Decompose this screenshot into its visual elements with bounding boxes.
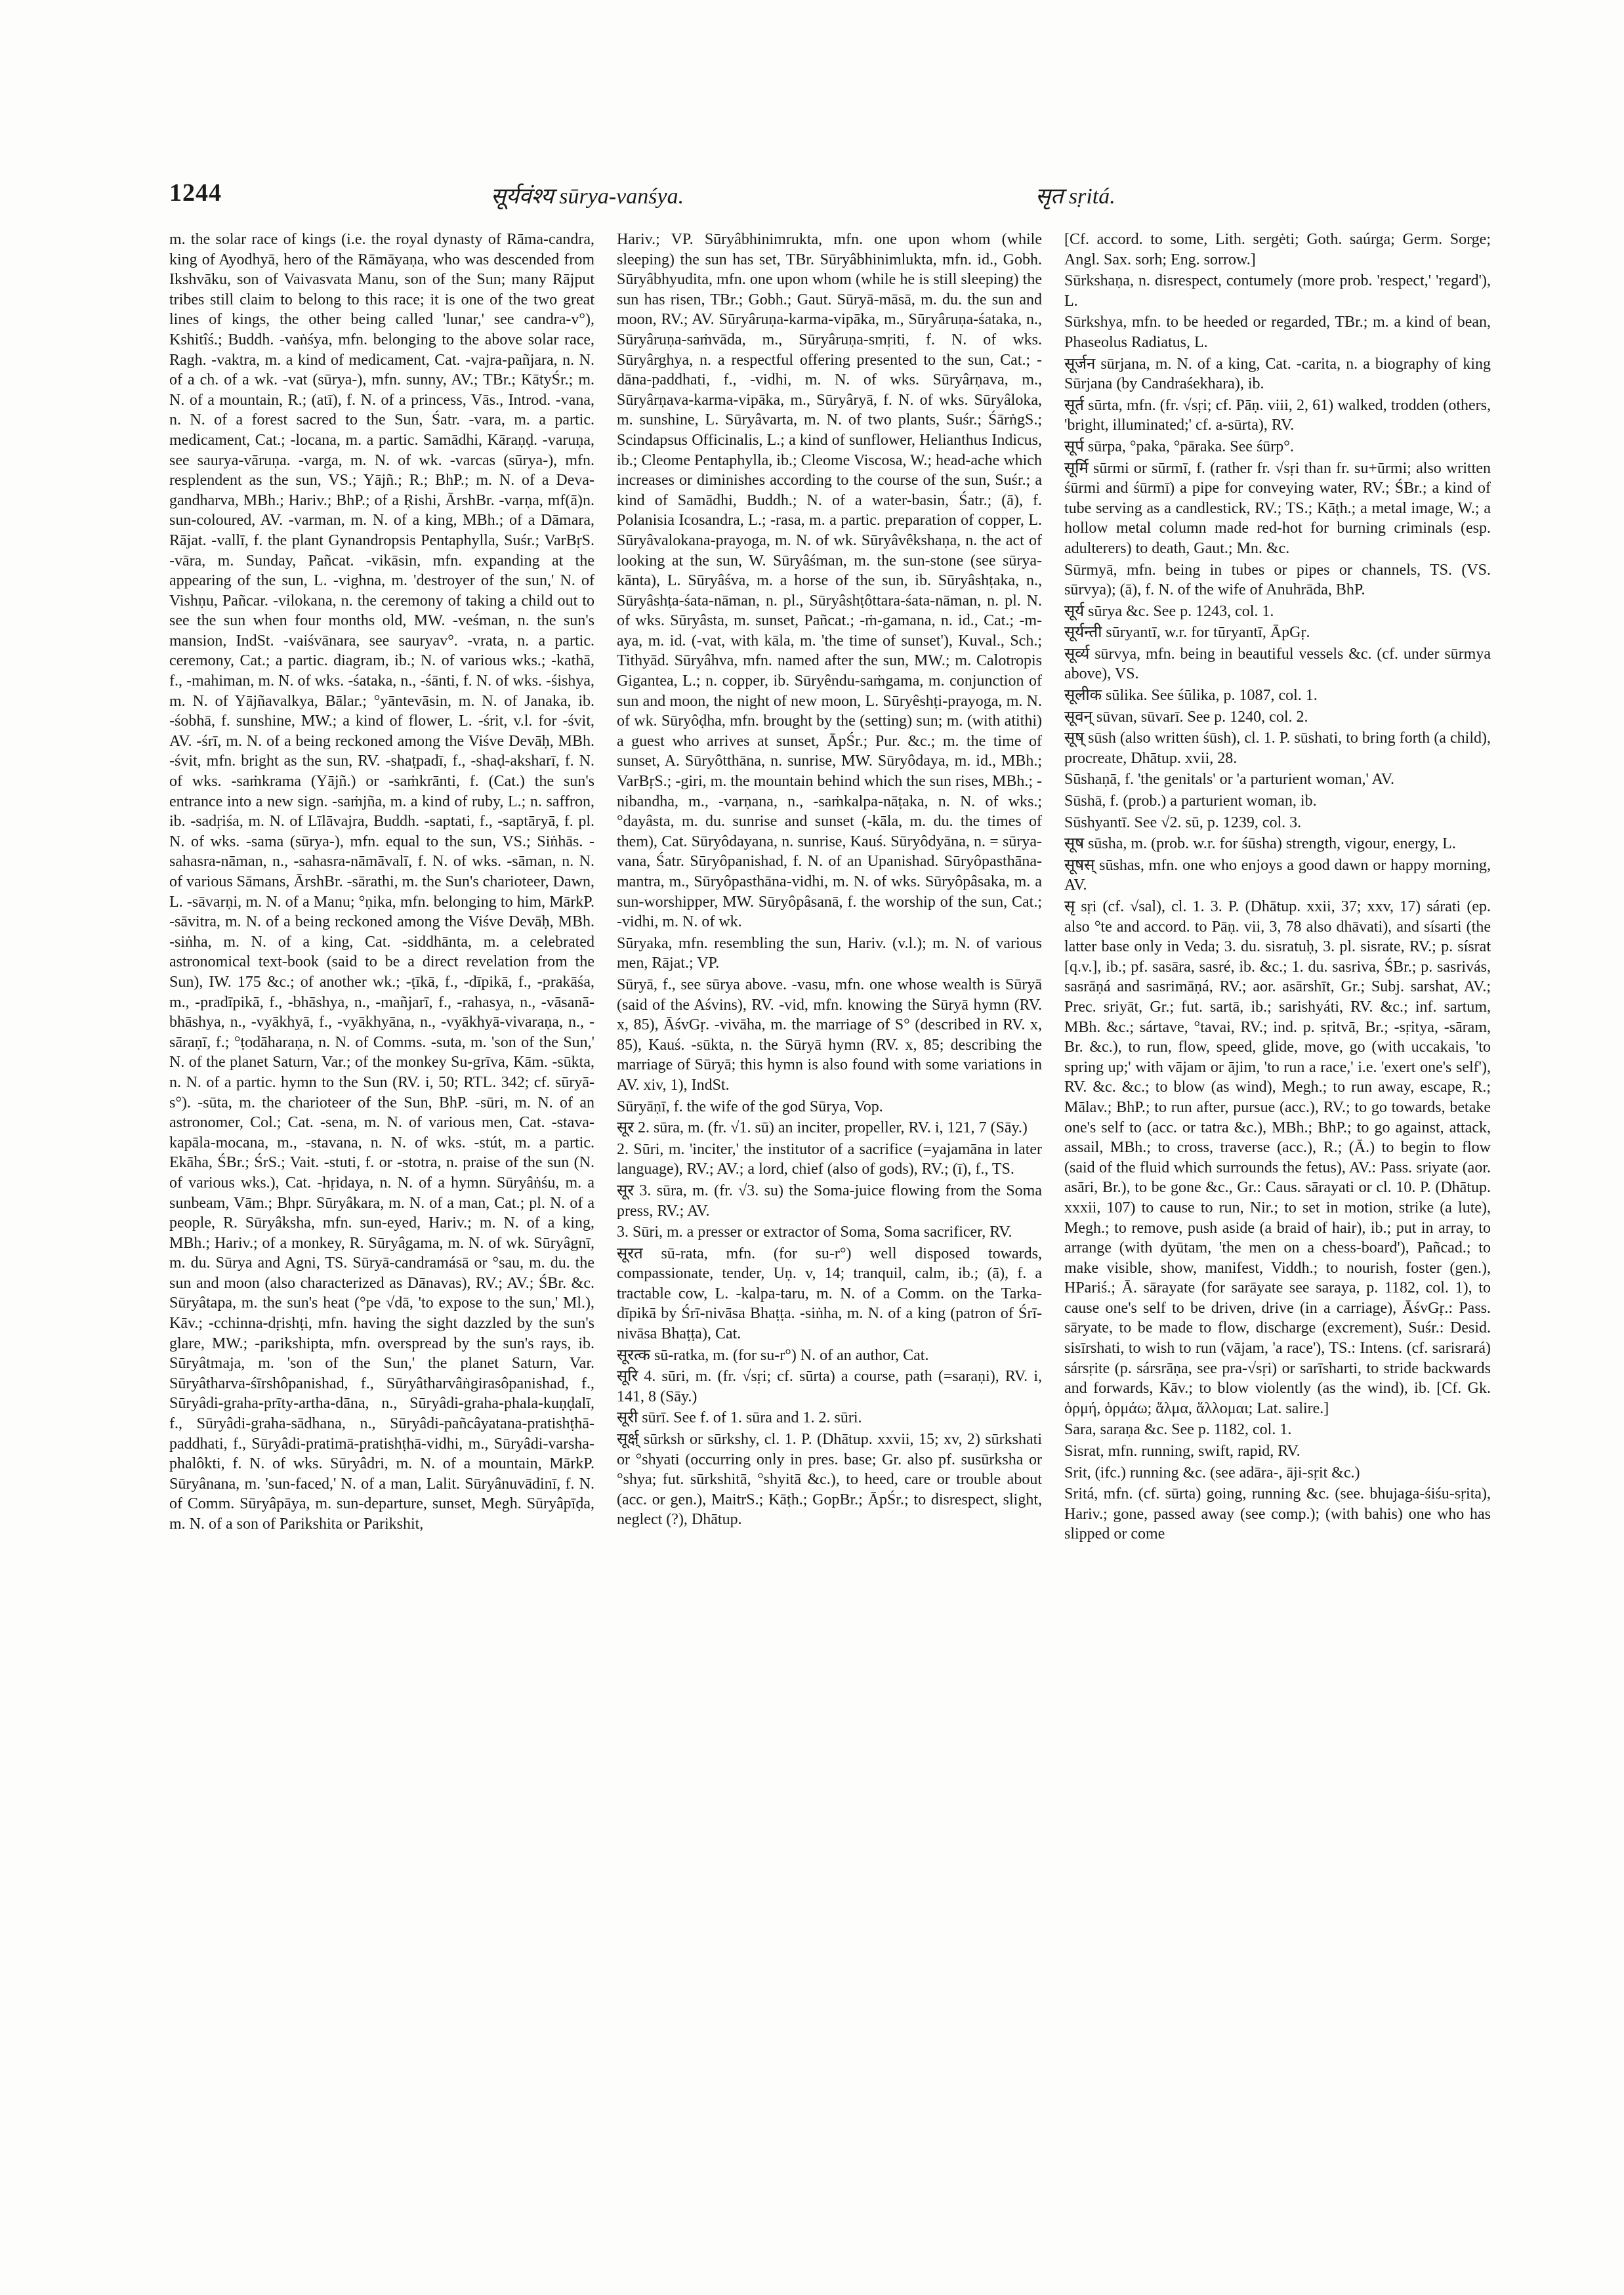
dictionary-entry: Sara, saraṇa &c. See p. 1182, col. 1. bbox=[1064, 1421, 1292, 1439]
dictionary-entry: सूर्त sūrta, mfn. (fr. √sṛi; cf. Pāṇ. viii, 2, 61) walked, trodden (others, 'bright, illuminated;' cf. a-sūrta), RV. bbox=[1064, 396, 1491, 434]
page-number: 1244 bbox=[169, 179, 222, 207]
dictionary-entry: सूर्यन्ती sūryantī, w.r. for tūryantī, ĀpGṛ. bbox=[1064, 624, 1310, 642]
dictionary-entry: सूरि 4. sūri, m. (fr. √sṛi; cf. sūrta) a course, path (=saraṇi), RV. i, 141, 8 (Sāy.) bbox=[617, 1368, 1042, 1405]
dictionary-entry: सूलीक sūlika. See śūlika, p. 1087, col. 1. bbox=[1064, 687, 1318, 705]
dictionary-entry: सूषस् sūshas, mfn. one who enjoys a good dawn or happy morning, AV. bbox=[1064, 856, 1491, 894]
dictionary-entry: सूवन् sūvan, sūvarī. See p. 1240, col. 2. bbox=[1064, 708, 1308, 726]
dictionary-entry: सूर्य sūrya &c. See p. 1243, col. 1. bbox=[1064, 602, 1274, 620]
text-columns bbox=[169, 230, 1495, 2244]
dictionary-entry: Srit, (ifc.) running &c. (see adāra-, āji-sṛit &c.) bbox=[1064, 1464, 1360, 1481]
dictionary-entry: सूरत sū-rata, mfn. (for su-r°) well disposed towards, compassionate, tender, Uṇ. v, 14; tranquil, calm, ib.; (ā), f. a tractable cow, L. -kalpa-taru, m. N. of a Comm. on the Tarka-dīpikā by Śrī-nivāsa Bhaṭṭa. -siṅha, m. N. of a king (patron of Śrī-nivāsa Bhaṭṭa), Cat. bbox=[617, 1245, 1042, 1343]
running-head bbox=[169, 178, 1482, 218]
dictionary-entry: सूर 3. sūra, m. (fr. √3. su) the Soma-juice flowing from the Soma press, RV.; AV. bbox=[617, 1182, 1042, 1220]
dictionary-entry: Sūryā, f., see sūrya above. -vasu, mfn. one whose wealth is Sūryā (said of the Aśvins), RV. -vid, mfn. knowing the Sūryā hymn (RV. x, 85), ĀśvGṛ. -vivāha, m. the marriage of S° (described in RV. x, 85), Kauś. -sūkta, n. the Sūryā hymn (RV. x, 85; describing the marriage of Sūryā; this hymn is also found with some variations in AV. xiv, 1), IndSt. bbox=[617, 976, 1042, 1094]
dictionary-entry: Sūshyantī. See √2. sū, p. 1239, col. 3. bbox=[1064, 814, 1302, 831]
dictionary-entry: Sūryāṇī, f. the wife of the god Sūrya, Vop. bbox=[617, 1098, 883, 1115]
dictionary-entry: 3. Sūri, m. a presser or extractor of Soma, Soma sacrificer, RV. bbox=[617, 1224, 1012, 1241]
dictionary-entry: Sūrmyā, mfn. being in tubes or pipes or channels, TS. (VS. sūrvya); (ā), f. N. of the wife of Anuhrāda, BhP. bbox=[1064, 561, 1491, 599]
dictionary-entry: सूर्प sūrpa, °paka, °pāraka. See śūrp°. bbox=[1064, 438, 1294, 455]
dictionary-entry: सृ sṛi (cf. √sal), cl. 1. 3. P. (Dhātup. xxii, 37; xxv, 17) sárati (ep. also °te and accord. to Pāṇ. vii, 3, 78 also dhāvati), and sísarti (the latter base only in Veda; 3. du. sisratuḥ, 3. pl. sisrate, RV.; p. sísrat [q.v.], ib.; pf. sasāra, sasré, ib. &c.; 1. du. sasriva, ŚBr.; p. sasrivás, sasrāṇá and sasrimāṇá, RV.; aor. asārshīt, Gr.; Subj. sarshat, AV.; Prec. sriyāt, Gr.; fut. sartā, ib.; sarishyáti, RV. &c.; inf. sartum, MBh. &c.; sártave, °tavai, RV.; ind. p. sṛitvā, Br.; -sṛitya, -sāram, Br. &c.), to run, flow, speed, glide, move, go (with uccakais, 'to spring up;' with vājam or ājim, 'to run a race,' i.e. 'exert one's self'), RV. &c. &c.; to blow (as wind), Megh.; to run away, escape, R.; Mālav.; BhP.; to run after, pursue (acc.), RV.; to go towards, betake one's self to (acc. or tatra &c.), MBh.; BhP.; to go against, attack, assail, MBh.; to cross, traverse (acc.), R.; (Ā.) to begin to flow (said of the fluid which surrounds the fetus), AV.: Pass. sriyate (aor. asāri, Br.), to be gone &c., Gr.: Caus. sārayati or cl. 10. P. (Dhātup. xxxii, 107) to cause to run, Nir.; to set in motion, strike (a lute), Megh.; to remove, push aside (a braid of hair), ib.; put in array, to arrange (with dyūtam, 'the men on a chess-board'), Pañcad.; to make visible, show, manifest, Viddh.; to nourish, foster (gen.), HPariś.; Ā. sārayate (for sarāyate see saraya, p. 1182, col. 1), to cause one's self to be driven, drive (in a carriage), ĀśvGṛ.: Pass. sāryate, to be made to flow, discharge (excrement), Suśr.: Desid. sisīrshati, to wish to run (vājam, 'a race'), TS.: Intens. (cf. sarisrará) sársṛite (p. sársrāṇa, see pra-√sṛi) or sarīsharti, to stride backwards and forwards, Kāv.; to blow violently (as the wind), ib. [Cf. Gk. ὁρμή, ὁρμάω; ἅλμα, ἅλλομαι; Lat. salire.] bbox=[1064, 898, 1491, 1417]
dictionary-entry: सूरत्क sū-ratka, m. (for su-r°) N. of an author, Cat. bbox=[617, 1346, 929, 1364]
dictionary-entry: सूर्व्य sūrvya, mfn. being in beautiful vessels &c. (cf. under sūrmya above), VS. bbox=[1064, 645, 1491, 683]
left-headword: सूर्यवंश्य sūrya-vanśya. bbox=[491, 184, 684, 209]
dictionary-entry: सूरी sūrī. See f. of 1. sūra and 1. 2. sūri. bbox=[617, 1409, 862, 1427]
dictionary-entry: सूर्मि sūrmi or sūrmī, f. (rather fr. √sṛi than fr. su+ūrmi; also written śūrmi and śūrmī) a pipe for conveying water, RV.; ŚBr.; a kind of tube serving as a candlestick, RV.; TS.; Kāṭh.; a metal image, W.; a hollow metal column made red-hot for burning criminals (esp. adulterers) to death, Gaut.; Mn. &c. bbox=[1064, 459, 1491, 557]
dictionary-entry: Sūshā, f. (prob.) a parturient woman, ib. bbox=[1064, 793, 1317, 810]
dictionary-entry: Sūrkshaṇa, n. disrespect, contumely (more prob. 'respect,' 'regard'), L. bbox=[1064, 272, 1491, 310]
column-right bbox=[1064, 230, 1491, 2244]
right-headword: सृत sṛitá. bbox=[1035, 184, 1115, 209]
dictionary-entry: Sūshaṇā, f. 'the genitals' or 'a parturient woman,' AV. bbox=[1064, 771, 1394, 789]
dictionary-entry: सूर्क्ष् sūrksh or sūrkshy, cl. 1. P. (Dhātup. xxvii, 15; xv, 2) sūrkshati or °shyati (occurring only in pres. base; Gr. also pf. susūrksha or °shya; fut. sūrkshitā, °shyitā &c.), to heed, care or trouble about (acc. or gen.), MaitrS.; Kāṭh.; GopBr.; ĀpŚr.; to disrespect, slight, neglect (?), Dhātup. bbox=[617, 1431, 1042, 1529]
dictionary-entry: Sritá, mfn. (cf. sūrta) going, running &c. (see. bhujaga-śiśu-sṛita), Hariv.; gone, passed away (see comp.); (with bahis) one who has slipped or come bbox=[1064, 1485, 1491, 1543]
dictionary-entry: Sūryaka, mfn. resembling the sun, Hariv. (v.l.); m. N. of various men, Rājat.; VP. bbox=[617, 934, 1042, 972]
dictionary-entry: सूर 2. sūra, m. (fr. √1. sū) an inciter, propeller, RV. i, 121, 7 (Sāy.) bbox=[617, 1119, 1028, 1137]
dictionary-entry: [Cf. accord. to some, Lith. sergėti; Goth. saúrga; Germ. Sorge; Angl. Sax. sorh; Eng. sorrow.] bbox=[1064, 231, 1491, 268]
column-middle bbox=[617, 230, 1042, 2244]
dictionary-entry: Sisrat, mfn. running, swift, rapid, RV. bbox=[1064, 1443, 1301, 1460]
dictionary-entry: Hariv.; VP. Sūryâbhinimrukta, mfn. one upon whom (while sleeping) the sun has set, TBr. Sūryâbhinimlukta, mfn. id., Gobh. Sūryâbhyudita, mfn. one upon whom (while he is still sleeping) the sun has risen, TBr.; Gobh.; Gaut. Sūryā-māsā, m. du. the sun and moon, RV.; AV. Sūryâruṇa-karma-vipāka, m., Sūryâruṇa-śataka, n., Sūryâruṇa-saṁvāda, m., Sūryâruṇa-smṛiti, f. N. of wks. Sūryârghya, n. a respectful offering presented to the sun, Cat.; -dāna-paddhati, f., -vidhi, m. N. of wks. Sūryârṇava, m., Sūryârṇava-karma-vipāka, m., Sūryâryā, f. N. of wks. Sūryâloka, m. sunshine, L. Sūryâvarta, m. N. of two plants, Suśr.; ŚārṅgS.; Scindapsus Officinalis, L.; a kind of sunflower, Helianthus Indicus, ib.; Cleome Pentaphylla, ib.; Cleome Viscosa, W.; head-ache which increases or diminishes according to the course of the sun, Suśr.; a kind of Samādhi, Buddh.; N. of a water-basin, Śatr.; (ā), f. Polanisia Icosandra, L.; -rasa, m. a partic. preparation of copper, L. Sūryâvalokana-prayoga, m. N. of wk. Sūryâvêkshaṇa, n. the act of looking at the sun, W. Sūryâśman, m. the sun-stone (see sūrya-kānta), L. Sūryâśva, m. a horse of the sun, ib. Sūryâshṭaka, n., Sūryâshṭa-śata-nāman, n. pl., Sūryâshṭôttara-śata-nāman, n. pl. N. of wks. Sūryâsta, m. sunset, Pañcat.; -ṁ-gamana, n. id., Cat.; -m-aya, m. id. (-vat, with kāla, m. 'the time of sunset'), Kuval., Sch.; Tithyād. Sūryâhva, mfn. named after the sun, MW.; m. Calotropis Gigantea, L.; n. copper, ib. Sūryêndu-saṁgama, m. conjunction of sun and moon, the night of new moon, L. Sūryêshṭi-prayoga, m. N. of wk. Sūryôḍha, mfn. brought by the (setting) sun; m. (with atithi) a guest who arrives at sunset, ĀpŚr.; Pur. &c.; m. the time of sunset, A. Sūryôtthāna, n. sunrise, MW. Sūryôdaya, m. id., MBh.; VarBṛS.; -giri, m. the mountain behind which the sun rises, MBh.; -nibandha, m., -varṇana, n., -saṁkalpa-nāṭaka, n. N. of wks.; °dayâsta, m. du. sunrise and sunset (-kāla, m. du. the times of them), Cat. Sūryôdayana, n. sunrise, Kauś. Sūryôdyāna, n. = sūrya-vana, Śatr. Sūryôpanishad, f. N. of an Upanishad. Sūryôpasthāna-mantra, m., Sūryôpasthāna-vidhi, m. N. of wks. Sūryôpâsaka, m. a sun-worshipper, MW. Sūryôpâsanā, f. the worship of the sun, Cat.; -vidhi, m. N. of wk. bbox=[617, 231, 1042, 931]
dictionary-entry: 2. Sūri, m. 'inciter,' the institutor of a sacrifice (=yajamāna in later language), RV.; AV.; a lord, chief (also of gods), RV.; (ī), f., TS. bbox=[617, 1140, 1042, 1178]
dictionary-entry: m. the solar race of kings (i.e. the royal dynasty of Rāma-candra, king of Ayodhyā, hero of the Rāmāyaṇa, who was descended from Ikshvāku, son of Vaivasvata Manu, son of the Sun; many Rājput tribes still claim to belong to this race; it is one of the two great lines of kings, the other being called 'lunar,' see candra-v°), Kshitîś.; Buddh. -vaṅśya, mfn. belonging to the above solar race, Ragh. -vaktra, m. a kind of medicament, Cat. -vajra-pañjara, n. N. of a ch. of a wk. -vat (sūrya-), mfn. sunny, AV.; TBr.; KātyŚr.; m. N. of a mountain, R.; (atī), f. N. of a princess, Vās., Introd. -vana, n. N. of a forest sacred to the Sun, Śatr. -vara, m. a partic. medicament, Cat.; -locana, m. a partic. Samādhi, Kāraṇḍ. -varuṇa, see saurya-vāruṇa. -varga, m. N. of wk. -varcas (sūrya-), mfn. resplendent as the sun, VS.; Yājñ.; R.; BhP.; m. N. of a Deva-gandharva, MBh.; Hariv.; BhP.; of a Ṛishi, ĀrshBr. -varṇa, mf(ā)n. sun-coloured, AV. -varman, m. N. of a king, MBh.; of a Dāmara, Rājat. -vallī, f. the plant Gynandropsis Pentaphylla, Suśr.; VarBṛS. -vāra, m. Sunday, Pañcat. -vikāsin, mfn. expanding at the appearing of the sun, L. -vighna, m. 'destroyer of the sun,' N. of Vishṇu, Pañcar. -vilokana, n. the ceremony of taking a child out to see the sun when four months old, MW. -veśman, n. the sun's mansion, IndSt. -vaiśvānara, see sauryav°. -vrata, n. a partic. ceremony, Cat.; a partic. diagram, ib.; N. of various wks.; -kathā, f., -mahiman, m. N. of wks. -śataka, n., -śānti, f. N. of wks. -śishya, m. N. of Yājñavalkya, Bālar.; °yāntevāsin, m. N. of Janaka, ib. -śobhā, f. sunshine, MW.; a kind of flower, L. -śrit, v.l. for -śvit, AV. -śrī, m. N. of a being reckoned among the Viśve Devāḥ, MBh. -śvit, mfn. bright as the sun, RV. -shaṭpadī, f., -shaḍ-aksharī, f. N. of wks. -saṁkrama (Yājñ.) or -saṁkrānti, f. (Cat.) the sun's entrance into a new sign. -saṁjña, m. a kind of ruby, L.; n. saffron, ib. -sadṛiśa, m. N. of Līlāvajra, Buddh. -saptati, f., -saptāryā, f. pl. N. of wks. -sama (sūrya-), mfn. equal to the sun, VS.; Siṅhās. -sahasra-nāman, n., -sahasra-nāmāvalī, f. N. of wks. -sāman, n. N. of various Sāmans, ĀrshBr. -sārathi, m. the Sun's charioteer, Dawn, L. -sāvarṇi, m. N. of a Manu; °ṇika, mfn. belonging to him, MārkP. -sāvitra, m. N. of a being reckoned among the Viśve Devāḥ, MBh. -siṅha, m. N. of a king, Cat. -siddhānta, m. a celebrated astronomical text-book (said to be a direct revelation from the Sun), IW. 175 &c.; of another wk.; -ṭīkā, f., -dīpikā, f., -prakāśa, m., -pradīpikā, f., -bhāshya, n., -mañjarī, f., -rahasya, n., -vāsanā-bhāshya, n., -vyākhyā, f., -vyākhyāna, n., -vyākhyā-vivaraṇa, n., -sāraṇī, f.; °ṭodāharaṇa, n. N. of Comms. -suta, m. 'son of the Sun,' N. of the planet Saturn, Var.; of the monkey Su-grīva, Kām. -sūkta, n. N. of a partic. hymn to the Sun (RV. i, 50; RTL. 342; cf. sūryā-s°). -sūta, m. the charioteer of the Sun, BhP. -sūri, m. N. of an astronomer, Col.; Cat. -sena, m. N. of various men, Cat. -stava-kapāla-mocana, m., -stavana, n. N. of wks. -stút, m. a partic. Ekāha, ŚBr.; ŚrS.; Vait. -stuti, f. or -stotra, n. praise of the sun (N. of various wks.), Cat. -hṛidaya, n. N. of a hymn. Sūryâṅśu, m. a sunbeam, Vām.; Bhpr. Sūryâkara, m. N. of a man, Cat.; pl. N. of a people, R. Sūryâksha, mfn. sun-eyed, Hariv.; m. N. of a king, MBh.; Hariv.; of a monkey, R. Sūryâgama, m. N. of wk. Sūryâgnī, m. du. Sūrya and Agni, TS. Sūryā-candramásā or °sau, m. du. the sun and moon (also characterized as Dānavas), RV.; AV.; ŚBr. &c. Sūryâtapa, m. the sun's heat (°pe √dā, 'to expose to the sun,' Ml.), Kāv.; -cchinna-dṛishṭi, mfn. having the sight dazzled by the sun's glare, MW.; -parikshipta, mfn. overspread by the sun's rays, ib. Sūryâtmaja, m. 'son of the Sun,' the planet Saturn, Var. Sūryâtharva-śīrshôpanishad, f., Sūryâtharvâṅgirasôpanishad, f., Sūryâdi-graha-prīty-artha-dāna, n., Sūryâdi-graha-phala-kuṇḍalī, f., Sūryâdi-graha-sādhana, n., Sūryâdi-pañcâyatana-pratishṭhā-paddhati, f., Sūryâdi-pratimā-pratishṭhā-vidhi, m., Sūryâdi-varsha-phalôkti, f. N. of wks. Sūryâdri, m. N. of a mountain, MārkP. Sūryânana, m. 'sun-faced,' N. of a man, Lalit. Sūryânuvādinī, f. N. of Comm. Sūryâpāya, m. sun-departure, sunset, Megh. Sūryâpīḍa, m. N. of a son of Parikshita or Parikshit, bbox=[169, 231, 594, 1533]
dictionary-entry: सूष् sūsh (also written śūsh), cl. 1. P. sūshati, to bring forth (a child), procreate, Dhātup. xvii, 28. bbox=[1064, 730, 1491, 767]
dictionary-entry: Sūrkshya, mfn. to be heeded or regarded, TBr.; m. a kind of bean, Phaseolus Radiatus, L. bbox=[1064, 314, 1491, 351]
dictionary-entry: सूष sūsha, m. (prob. w.r. for śūsha) strength, vigour, energy, L. bbox=[1064, 835, 1456, 853]
column-left bbox=[169, 230, 594, 2244]
dictionary-entry: सूर्जन sūrjana, m. N. of a king, Cat. -carita, n. a biography of king Sūrjana (by Candraśekhara), ib. bbox=[1064, 355, 1491, 393]
